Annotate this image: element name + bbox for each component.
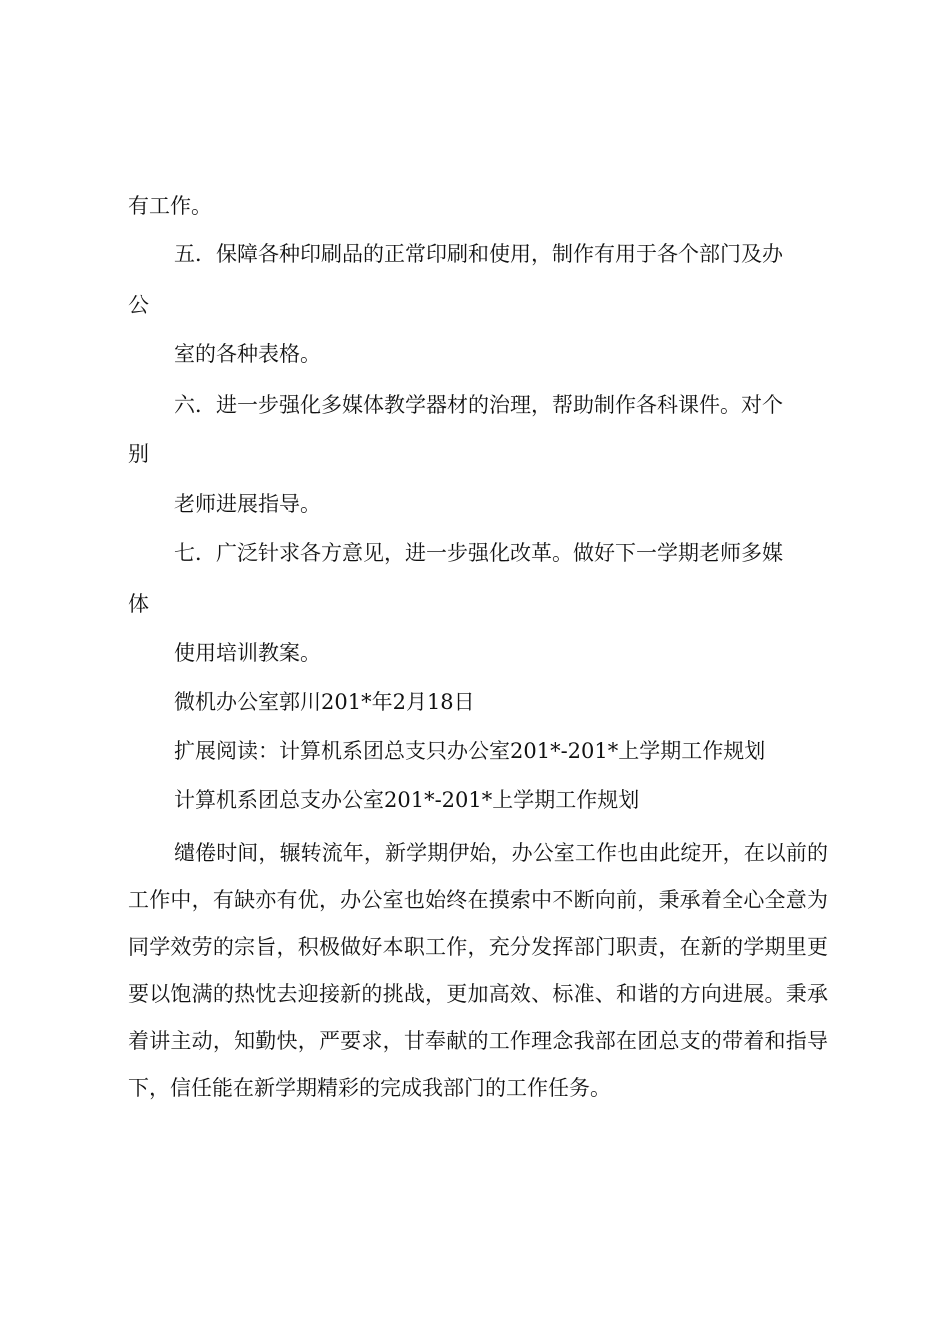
body-paragraph: 缱倦时间，辗转流年，新学期伊始，办公室工作也由此绽开，在以前的工作中，有缺亦有优，办公室也始终在摸索中不断向前，秉承着全心全意为同学效劳的宗旨，积极做好本职工作，充分发挥部门职责，在新的学期里更要以饱满的热忱去迎接新的挑战，更加高效、标准、和谐的方向进展。秉承着讲主动，知勤快，严要求，甘奉献的工作理念我部在团总支的带着和指导下，信任能在新学期精彩的完成我部门的工作任务。 — [128, 841, 828, 1100]
text-line: 有工作。 — [128, 194, 212, 218]
text-line: 使用培训教案。 — [174, 641, 321, 665]
section-seven-line: 七．广泛针求各方意见，进一步强化改革。做好下一学期老师多媒 — [174, 541, 783, 565]
section-five-line: 五．保障各种印刷品的正常印刷和使用，制作有用于各个部门及办 — [174, 242, 783, 266]
extended-reading-line: 扩展阅读：计算机系团总支只办公室201*-201*上学期工作规划 — [174, 739, 766, 763]
text-line: 室的各种表格。 — [174, 342, 321, 366]
text-line: 体 — [128, 592, 149, 616]
text-line: 老师进展指导。 — [174, 492, 321, 516]
text-line: 公 — [128, 293, 149, 317]
signature-line: 微机办公室郭川201*年2月18日 — [174, 690, 475, 714]
text-line: 别 — [128, 442, 149, 466]
section-six-line: 六．进一步强化多媒体教学器材的治理，帮助制作各科课件。对个 — [174, 393, 783, 417]
plan-title: 计算机系团总支办公室201*-201*上学期工作规划 — [174, 788, 640, 812]
